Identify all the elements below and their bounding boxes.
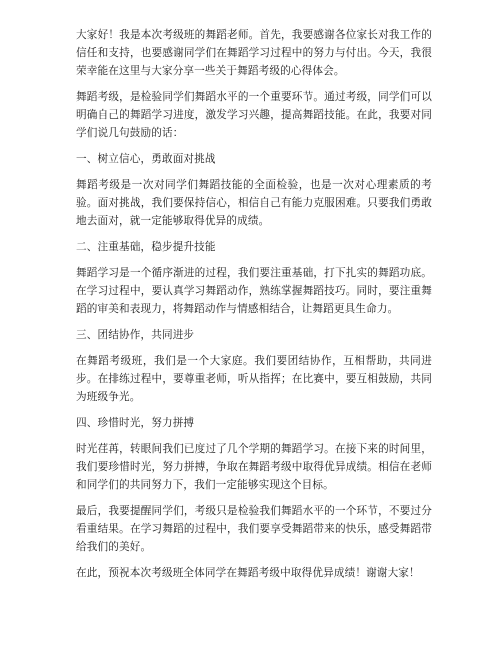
paragraph-section-2: 舞蹈学习是一个循序渐进的过程，我们要注重基础，打下扎实的舞蹈功底。在学习过程中，要认真学习舞蹈动作，熟练掌握舞蹈技巧。同时，要注重舞蹈的审美和表现力，将舞蹈动作与情感相结合，让舞蹈更具生命力。	[76, 267, 432, 315]
paragraph-section-4: 时光荏苒，转眼间我们已度过了几个学期的舞蹈学习。在接下来的时间里，我们要珍惜时光，努力拼搏，争取在舞蹈考级中取得优异成绩。相信在老师和同学们的共同努力下，我们一定能够实现这个目标。	[76, 443, 432, 491]
document-body	[76, 26, 432, 582]
paragraph-closing-wish: 在此，预祝本次考级班全体同学在舞蹈考级中取得优异成绩！谢谢大家！	[76, 567, 420, 579]
section-heading-2: 二、注重基础，稳步提升技能	[76, 241, 216, 253]
section-heading-3: 三、团结协作，共同进步	[76, 329, 195, 341]
paragraph-closing-reminder: 最后，我要提醒同学们，考级只是检验我们舞蹈水平的一个环节，不要过分看重结果。在学习舞蹈的过程中，我们要享受舞蹈带来的快乐，感受舞蹈带给我们的美好。	[76, 505, 432, 553]
section-heading-4: 四、珍惜时光，努力拼搏	[76, 417, 195, 429]
paragraph-section-3: 在舞蹈考级班，我们是一个大家庭。我们要团结协作，互相帮助，共同进步。在排练过程中，要尊重老师，听从指挥；在比赛中，要互相鼓励，共同为班级争光。	[76, 355, 432, 403]
paragraph-section-1: 舞蹈考级是一次对同学们舞蹈技能的全面检验，也是一次对心理素质的考验。面对挑战，我们要保持信心，相信自己有能力克服困难。只要我们勇敢地去面对，就一定能够取得优异的成绩。	[76, 179, 432, 227]
section-heading-1: 一、树立信心，勇敢面对挑战	[76, 153, 216, 165]
paragraph-greeting: 大家好！我是本次考级班的舞蹈老师。首先，我要感谢各位家长对我工作的信任和支持，也要感谢同学们在舞蹈学习过程中的努力与付出。今天，我很荣幸能在这里与大家分享一些关于舞蹈考级的心得体会。	[76, 29, 432, 77]
paragraph-intro: 舞蹈考级，是检验同学们舞蹈水平的一个重要环节。通过考级，同学们可以明确自己的舞蹈学习进度，激发学习兴趣，提高舞蹈技能。在此，我要对同学们说几句鼓励的话：	[76, 91, 432, 139]
